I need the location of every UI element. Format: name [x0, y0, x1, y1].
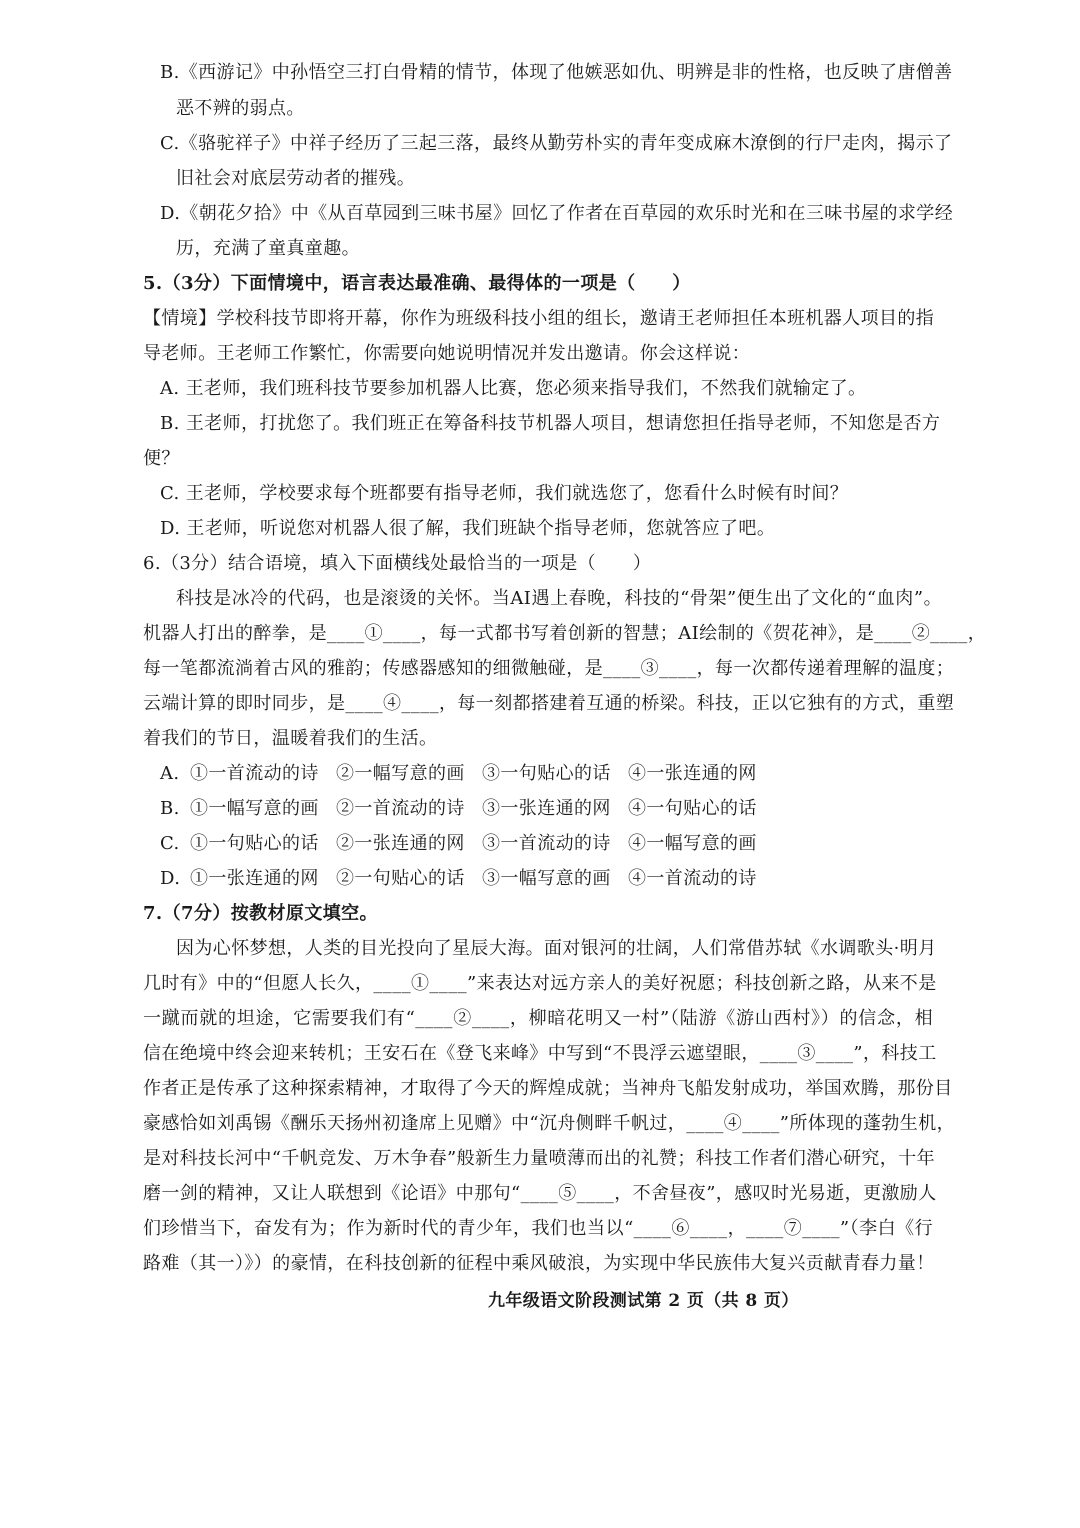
q6-option-d [160, 868, 774, 890]
option-item: ③一幅写意的画 [482, 868, 611, 889]
q7-passage-line4: 信在绝境中终会迎来转机；王安石在《登飞来峰》中写到“不畏浮云遮望眼，____③____”，科技工 [143, 1043, 937, 1064]
q5-context-line1: 【情境】学校科技节即将开幕，你作为班级科技小组的组长，邀请王老师担任本班机器人项目的指 [143, 308, 935, 329]
option-item: ④一首流动的诗 [628, 868, 757, 889]
option-item: ②一句贴心的话 [336, 868, 465, 889]
option-label: A. [160, 763, 180, 784]
q4-option-c-line1: C.《骆驼祥子》中祥子经历了三起三落，最终从勤劳朴实的青年变成麻木潦倒的行尸走肉，揭示了 [160, 133, 953, 154]
option-item: ④一句贴心的话 [628, 798, 757, 819]
q7-stem: 7.（7分）按教材原文填空。 [143, 903, 378, 924]
option-label: D. [160, 868, 181, 889]
q7-passage-line1: 因为心怀梦想，人类的目光投向了星辰大海。面对银河的壮阔，人们常借苏轼《水调歌头·明月 [176, 938, 937, 959]
option-item: ②一张连通的网 [336, 833, 465, 854]
option-label: B. [160, 798, 180, 819]
q6-option-a [160, 763, 774, 785]
option-item: ①一句贴心的话 [190, 833, 319, 854]
option-item: ④一张连通的网 [628, 763, 757, 784]
q6-option-c [160, 833, 774, 855]
q7-passage-line10: 路难（其一）》）的豪情，在科技创新的征程中乘风破浪，为实现中华民族伟大复兴贡献青春力量！ [143, 1253, 935, 1274]
option-item: ②一首流动的诗 [336, 798, 465, 819]
q5-option-c: C. 王老师，学校要求每个班都要有指导老师，我们就选您了，您看什么时候有时间？ [160, 483, 849, 504]
q5-option-b-line1: B. 王老师，打扰您了。我们班正在筹备科技节机器人项目，想请您担任指导老师，不知您是否方 [160, 413, 941, 434]
q7-passage-line2: 几时有》中的“但愿人长久，____①____”来表达对远方亲人的美好祝愿；科技创新之路，从来不是 [143, 973, 937, 994]
q7-passage-line5: 作者正是传承了这种探索精神，才取得了今天的辉煌成就；当神舟飞船发射成功，举国欢腾，那份目 [143, 1078, 953, 1099]
option-item: ④一幅写意的画 [628, 833, 757, 854]
option-item: ①一张连通的网 [190, 868, 319, 889]
option-item: ③一张连通的网 [482, 798, 611, 819]
page-footer: 九年级语文阶段测试第 2 页（共 8 页） [488, 1291, 799, 1311]
q5-option-a: A. 王老师，我们班科技节要参加机器人比赛，您必须来指导我们，不然我们就输定了。 [160, 378, 867, 399]
q6-passage-line3: 每一笔都流淌着古风的雅韵；传感器感知的细微触碰，是____③____，每一次都传递着理解的温度； [143, 658, 955, 679]
q5-option-d: D. 王老师，听说您对机器人很了解，我们班缺个指导老师，您就答应了吧。 [160, 518, 776, 539]
q6-passage-line4: 云端计算的即时同步，是____④____，每一刻都搭建着互通的桥梁。科技，正以它独有的方式，重塑 [143, 693, 955, 714]
q6-passage-line2: 机器人打出的醉拳，是____①____，每一式都书写着创新的智慧；AI绘制的《贺花神》，是____②____， [143, 623, 987, 644]
q5-context-line2: 导老师。王老师工作繁忙，你需要向她说明情况并发出邀请。你会这样说： [143, 343, 751, 364]
option-item: ①一首流动的诗 [190, 763, 319, 784]
option-label: C. [160, 833, 180, 854]
q7-passage-line6: 豪感恰如刘禹锡《酬乐天扬州初逢席上见赠》中“沉舟侧畔千帆过，____④____”所体现的蓬勃生机， [143, 1113, 955, 1134]
q6-passage-line1: 科技是冰冷的代码，也是滚烫的关怀。当AI遇上春晚，科技的“骨架”便生出了文化的“血肉”。 [176, 588, 942, 609]
option-item: ②一幅写意的画 [336, 763, 465, 784]
option-item: ③一句贴心的话 [482, 763, 611, 784]
q7-passage-line3: 一蹴而就的坦途，它需要我们有“____②____，柳暗花明又一村”（陆游《游山西村》）的信念，相 [143, 1008, 933, 1029]
option-item: ①一幅写意的画 [190, 798, 319, 819]
q6-passage-line5: 着我们的节日，温暖着我们的生活。 [143, 728, 438, 749]
q6-option-b [160, 798, 774, 820]
q4-option-d-line2: 历，充满了童真童趣。 [176, 238, 360, 259]
q4-option-b-line2: 恶不辨的弱点。 [176, 98, 305, 119]
q4-option-d-line1: D.《朝花夕拾》中《从百草园到三味书屋》回忆了作者在百草园的欢乐时光和在三味书屋的求学经 [160, 203, 954, 224]
q4-option-c-line2: 旧社会对底层劳动者的摧残。 [176, 168, 416, 189]
q7-passage-line9: 们珍惜当下，奋发有为；作为新时代的青少年，我们也当以“____⑥____，____⑦____”（李白《行 [143, 1218, 933, 1239]
q5-stem: 5.（3分）下面情境中，语言表达最准确、最得体的一项是（ ） [143, 273, 691, 294]
q7-passage-line7: 是对科技长河中“千帆竞发、万木争春”般新生力量喷薄而出的礼赞；科技工作者们潜心研究，十年 [143, 1148, 935, 1169]
q6-stem: 6.（3分）结合语境，填入下面横线处最恰当的一项是（ ） [143, 553, 652, 574]
option-item: ③一首流动的诗 [482, 833, 611, 854]
q4-option-b-line1: B.《西游记》中孙悟空三打白骨精的情节，体现了他嫉恶如仇、明辨是非的性格，也反映了唐僧善 [160, 62, 953, 83]
q7-passage-line8: 磨一剑的精神，又让人联想到《论语》中那句“____⑤____，不舍昼夜”，感叹时光易逝，更激励人 [143, 1183, 937, 1204]
q5-option-b-line2: 便？ [143, 448, 180, 469]
